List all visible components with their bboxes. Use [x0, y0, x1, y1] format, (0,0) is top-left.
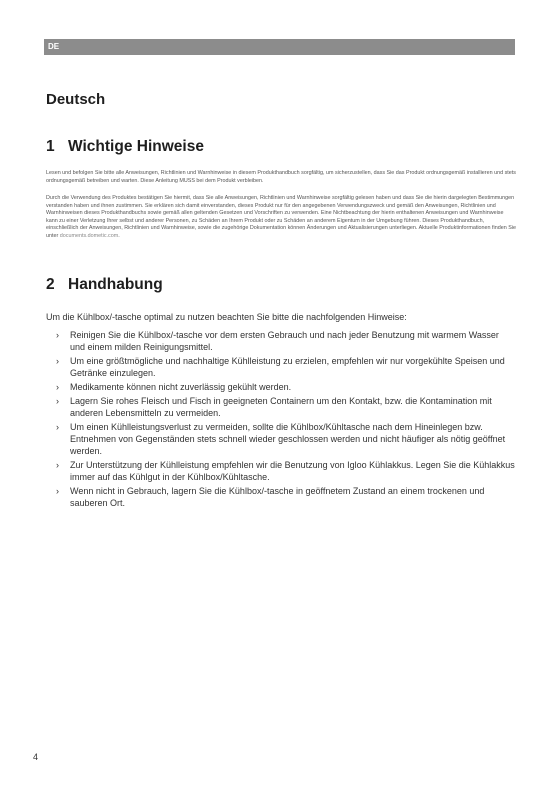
- list-item: [46, 422, 516, 457]
- bullet-chevron-icon: ›: [56, 422, 59, 433]
- bullet-chevron-icon: ›: [56, 381, 59, 392]
- section-1-paragraph-1: Lesen und befolgen Sie bitte alle Anweisungen, Richtlinien und Warnhinweise in diesem Produkthandbuch sorgfältig, um sicherzustellen, dass Sie das Produkt ordnungsgemäß installieren und stets ordnungsgemäß betreiben und warten. Diese Anleitung MUSS bei dem Produkt verbleiben.: [46, 170, 516, 184]
- list-item: [46, 396, 516, 419]
- paragraph-end: .: [118, 232, 120, 239]
- bullet-chevron-icon: ›: [56, 355, 59, 366]
- section-1-number: 1: [46, 138, 55, 155]
- list-item-text: Medikamente können nicht zuverlässig gekühlt werden.: [70, 381, 292, 392]
- list-item: [46, 382, 516, 394]
- section-2-number: 2: [46, 276, 55, 293]
- handling-instructions-list: [46, 330, 516, 512]
- section-1-paragraph-2-text: Durch die Verwendung des Produktes bestätigen Sie hiermit, dass Sie alle Anweisungen, Richtlinien und Warnhinweise sorgfältig gelesen haben und dass Sie die hierin dargelegten Bestimmungen verstanden haben und ihnen zustimmen. Sie erklären sich damit einverstanden, dieses Produkt nur für den angegebenen Verwendungszweck und gemäß den Anweisungen, Richtlinien und Warnhinweisen dieses Produkthandbuchs sowie gemäß allen geltenden Gesetzen und Vorschriften zu verwenden. Eine Nichtbeachtung der hierin enthaltenen Anweisungen und Warnhinweise kann zu einer Verletzung Ihrer selbst und anderer Personen, zu Schäden an Ihrem Produkt oder zu Schäden an anderem Eigentum in der Umgebung führen. Dieses Produkthandbuch, einschließlich der Anweisungen, Richtlinien und Warnhinweise, sowie die zugehörige Dokumentation können Änderungen und Aktualisierungen unterliegen. Aktuelle Produktinformationen finden Sie unter: [46, 195, 516, 239]
- section-2-heading: [46, 276, 163, 294]
- bullet-chevron-icon: ›: [56, 330, 59, 340]
- list-item-text: Um einen Kühlleistungsverlust zu vermeiden, sollte die Kühlbox/Kühltasche nach dem Hineinlegen bzw. Entnehmen von Gegenständen stets schnell wieder geschlossen werden und nicht häufiger als nötig geöffnet werden.: [70, 422, 506, 456]
- list-item: [46, 330, 516, 353]
- language-bar: [44, 39, 515, 55]
- bullet-chevron-icon: ›: [56, 459, 59, 470]
- section-2-title: Handhabung: [68, 276, 163, 293]
- list-item-text: Wenn nicht in Gebrauch, lagern Sie die Kühlbox/-tasche in geöffnetem Zustand an einem trockenen und sauberen Ort.: [70, 485, 485, 508]
- section-1-heading: [46, 138, 204, 156]
- language-title: Deutsch: [46, 91, 106, 108]
- list-item-text: Um eine größtmögliche und nachhaltige Kühlleistung zu erzielen, empfehlen wir nur vorgekühlte Speisen und Getränke einzulegen.: [70, 355, 505, 378]
- list-item-text: Zur Unterstützung der Kühlleistung empfehlen wir die Benutzung von Igloo Kühlakkus. Legen Sie die Kühlakkus immer auf das Kühlgut in der Kühlbox/Kühltasche.: [70, 459, 515, 482]
- language-code: DE: [48, 42, 60, 51]
- list-item: [46, 356, 516, 379]
- list-item: [46, 486, 516, 509]
- list-item: [46, 460, 516, 483]
- list-item-text: Lagern Sie rohes Fleisch und Fisch in geeigneten Containern um den Kontakt, bzw. die Kontamination mit anderen Lebensmitteln zu vermeiden.: [70, 396, 492, 418]
- bullet-chevron-icon: ›: [56, 396, 59, 407]
- section-2-intro: Um die Kühlbox/-tasche optimal zu nutzen beachten Sie bitte die nachfolgenden Hinweise:: [46, 312, 407, 322]
- page-number: 4: [33, 752, 39, 762]
- list-item-text: Reinigen Sie die Kühlbox/-tasche vor dem ersten Gebrauch und nach jeder Benutzung mit warmem Wasser und einem milden Reinigungsmittel.: [70, 330, 499, 352]
- documentation-link[interactable]: documents.dometic.com: [59, 232, 119, 239]
- section-1-paragraph-2: [46, 195, 516, 240]
- bullet-chevron-icon: ›: [56, 485, 59, 496]
- section-1-title: Wichtige Hinweise: [68, 138, 204, 155]
